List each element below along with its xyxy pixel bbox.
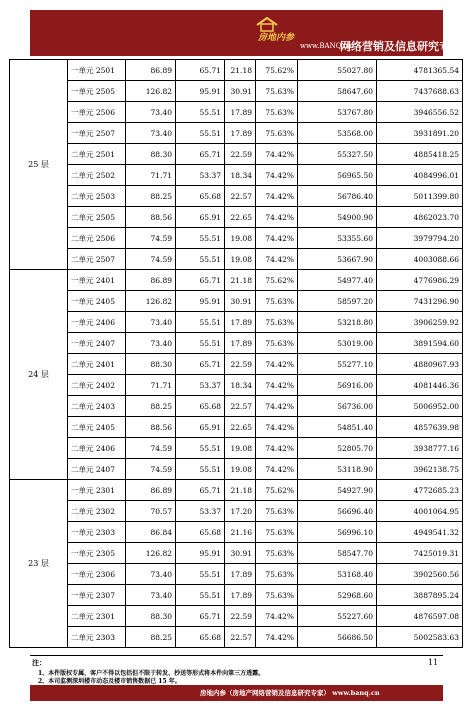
area-cell: 73.40 bbox=[126, 312, 176, 333]
area-cell: 74.59 bbox=[126, 249, 176, 270]
area-cell: 86.89 bbox=[126, 270, 176, 291]
inner-area-cell: 55.51 bbox=[176, 564, 225, 585]
table-row bbox=[10, 186, 463, 207]
unit-price-cell: 55277.10 bbox=[298, 354, 377, 375]
inner-area-cell: 53.37 bbox=[176, 375, 225, 396]
shared-area-cell: 19.08 bbox=[225, 438, 256, 459]
area-cell: 88.56 bbox=[126, 417, 176, 438]
total-price-cell: 3891594.60 bbox=[377, 333, 463, 354]
inner-area-cell: 65.68 bbox=[176, 396, 225, 417]
table-row bbox=[10, 585, 463, 606]
ratio-cell: 74.42% bbox=[256, 249, 298, 270]
area-cell: 86.89 bbox=[126, 480, 176, 501]
area-cell: 73.40 bbox=[126, 102, 176, 123]
area-cell: 88.30 bbox=[126, 606, 176, 627]
unit-cell: 二单元 2506 bbox=[68, 228, 126, 249]
total-price-cell: 4776986.29 bbox=[377, 270, 463, 291]
ratio-cell: 74.42% bbox=[256, 438, 298, 459]
area-cell: 126.82 bbox=[126, 81, 176, 102]
inner-area-cell: 95.91 bbox=[176, 543, 225, 564]
total-price-cell: 7425019.31 bbox=[377, 543, 463, 564]
inner-area-cell: 65.91 bbox=[176, 207, 225, 228]
inner-area-cell: 55.51 bbox=[176, 102, 225, 123]
table-row bbox=[10, 312, 463, 333]
unit-cell: 二单元 2502 bbox=[68, 165, 126, 186]
unit-cell: 一单元 2507 bbox=[68, 123, 126, 144]
total-price-cell: 7437688.63 bbox=[377, 81, 463, 102]
area-cell: 88.25 bbox=[126, 396, 176, 417]
logo-url: www.BANQ.cn bbox=[300, 42, 352, 50]
unit-cell: 一单元 2305 bbox=[68, 543, 126, 564]
unit-price-cell: 53568.00 bbox=[298, 123, 377, 144]
table-row bbox=[10, 144, 463, 165]
shared-area-cell: 22.59 bbox=[225, 354, 256, 375]
ratio-cell: 74.42% bbox=[256, 396, 298, 417]
shared-area-cell: 22.57 bbox=[225, 186, 256, 207]
ratio-cell: 75.63% bbox=[256, 312, 298, 333]
area-cell: 88.25 bbox=[126, 627, 176, 648]
total-price-cell: 4880967.93 bbox=[377, 354, 463, 375]
area-cell: 74.59 bbox=[126, 438, 176, 459]
unit-price-cell: 52805.70 bbox=[298, 438, 377, 459]
shared-area-cell: 21.18 bbox=[225, 270, 256, 291]
unit-price-cell: 56786.40 bbox=[298, 186, 377, 207]
unit-price-cell: 54927.90 bbox=[298, 480, 377, 501]
unit-price-cell: 55227.60 bbox=[298, 606, 377, 627]
area-cell: 73.40 bbox=[126, 333, 176, 354]
unit-price-cell: 53667.90 bbox=[298, 249, 377, 270]
shared-area-cell: 22.59 bbox=[225, 144, 256, 165]
unit-cell: 二单元 2403 bbox=[68, 396, 126, 417]
unit-cell: 二单元 2501 bbox=[68, 144, 126, 165]
table-row bbox=[10, 354, 463, 375]
table-row bbox=[10, 606, 463, 627]
shared-area-cell: 17.89 bbox=[225, 123, 256, 144]
unit-cell: 一单元 2303 bbox=[68, 522, 126, 543]
table-row bbox=[10, 333, 463, 354]
shared-area-cell: 19.08 bbox=[225, 249, 256, 270]
unit-cell: 二单元 2302 bbox=[68, 501, 126, 522]
unit-price-cell: 53168.40 bbox=[298, 564, 377, 585]
area-cell: 73.40 bbox=[126, 123, 176, 144]
ratio-cell: 75.63% bbox=[256, 81, 298, 102]
area-cell: 70.57 bbox=[126, 501, 176, 522]
logo-text: 房地内参 bbox=[258, 33, 295, 43]
unit-cell: 一单元 2307 bbox=[68, 585, 126, 606]
total-price-cell: 4001064.95 bbox=[377, 501, 463, 522]
shared-area-cell: 21.18 bbox=[225, 480, 256, 501]
shared-area-cell: 17.20 bbox=[225, 501, 256, 522]
unit-cell: 二单元 2505 bbox=[68, 207, 126, 228]
shared-area-cell: 17.89 bbox=[225, 312, 256, 333]
shared-area-cell: 17.89 bbox=[225, 102, 256, 123]
area-cell: 74.59 bbox=[126, 228, 176, 249]
table-row bbox=[10, 501, 463, 522]
unit-price-cell: 53218.80 bbox=[298, 312, 377, 333]
page-number: 11 bbox=[428, 658, 439, 667]
inner-area-cell: 55.51 bbox=[176, 228, 225, 249]
table-row bbox=[10, 228, 463, 249]
unit-cell: 一单元 2407 bbox=[68, 333, 126, 354]
shared-area-cell: 22.57 bbox=[225, 396, 256, 417]
table-row bbox=[10, 543, 463, 564]
unit-cell: 一单元 2406 bbox=[68, 312, 126, 333]
unit-price-cell: 53355.60 bbox=[298, 228, 377, 249]
ratio-cell: 74.42% bbox=[256, 459, 298, 480]
total-price-cell: 4876597.08 bbox=[377, 606, 463, 627]
unit-price-cell: 58647.60 bbox=[298, 81, 377, 102]
shared-area-cell: 18.34 bbox=[225, 375, 256, 396]
shared-area-cell: 19.08 bbox=[225, 459, 256, 480]
unit-cell: 二单元 2303 bbox=[68, 627, 126, 648]
ratio-cell: 74.42% bbox=[256, 228, 298, 249]
total-price-cell: 4781365.54 bbox=[377, 60, 463, 81]
ratio-cell: 75.62% bbox=[256, 60, 298, 81]
total-price-cell: 3979794.20 bbox=[377, 228, 463, 249]
ratio-cell: 74.42% bbox=[256, 144, 298, 165]
shared-area-cell: 22.57 bbox=[225, 627, 256, 648]
table-row bbox=[10, 375, 463, 396]
shared-area-cell: 21.16 bbox=[225, 522, 256, 543]
area-cell: 71.71 bbox=[126, 375, 176, 396]
note-line-1: 1、本件版权专属，客户不得以包括但不限于转发、抄送等形式将本件向第三方透露。 bbox=[38, 670, 265, 677]
unit-price-cell: 55327.50 bbox=[298, 144, 377, 165]
shared-area-cell: 17.89 bbox=[225, 585, 256, 606]
unit-price-cell: 58597.20 bbox=[298, 291, 377, 312]
unit-cell: 二单元 2401 bbox=[68, 354, 126, 375]
ratio-cell: 75.63% bbox=[256, 501, 298, 522]
area-cell: 74.59 bbox=[126, 459, 176, 480]
table-row bbox=[10, 60, 463, 81]
note-line-2: 2、本司监测深圳楼市动态及楼市销售数据已 15 年。 bbox=[38, 678, 181, 685]
shared-area-cell: 18.34 bbox=[225, 165, 256, 186]
ratio-cell: 74.42% bbox=[256, 417, 298, 438]
unit-cell: 一单元 2306 bbox=[68, 564, 126, 585]
table-row bbox=[10, 417, 463, 438]
inner-area-cell: 95.91 bbox=[176, 291, 225, 312]
shared-area-cell: 22.65 bbox=[225, 417, 256, 438]
shared-area-cell: 22.59 bbox=[225, 606, 256, 627]
total-price-cell: 3902560.56 bbox=[377, 564, 463, 585]
area-cell: 86.89 bbox=[126, 60, 176, 81]
inner-area-cell: 55.51 bbox=[176, 438, 225, 459]
ratio-cell: 75.63% bbox=[256, 564, 298, 585]
inner-area-cell: 65.91 bbox=[176, 417, 225, 438]
unit-price-cell: 56736.00 bbox=[298, 396, 377, 417]
table-row bbox=[10, 165, 463, 186]
area-cell: 71.71 bbox=[126, 165, 176, 186]
total-price-cell: 4084996.01 bbox=[377, 165, 463, 186]
footer-divider bbox=[30, 655, 443, 656]
floor-cell: 23 层 bbox=[10, 480, 68, 648]
table-row bbox=[10, 396, 463, 417]
total-price-cell: 4003088.66 bbox=[377, 249, 463, 270]
ratio-cell: 74.42% bbox=[256, 165, 298, 186]
total-price-cell: 3946556.52 bbox=[377, 102, 463, 123]
table-row bbox=[10, 627, 463, 648]
unit-cell: 一单元 2506 bbox=[68, 102, 126, 123]
ratio-cell: 74.42% bbox=[256, 606, 298, 627]
inner-area-cell: 65.71 bbox=[176, 270, 225, 291]
area-cell: 88.25 bbox=[126, 186, 176, 207]
unit-cell: 二单元 2405 bbox=[68, 417, 126, 438]
inner-area-cell: 65.68 bbox=[176, 186, 225, 207]
area-cell: 86.84 bbox=[126, 522, 176, 543]
shared-area-cell: 30.91 bbox=[225, 81, 256, 102]
total-price-cell: 3931891.20 bbox=[377, 123, 463, 144]
total-price-cell: 4885418.25 bbox=[377, 144, 463, 165]
unit-price-cell: 53019.00 bbox=[298, 333, 377, 354]
area-cell: 126.82 bbox=[126, 543, 176, 564]
floor-cell: 24 层 bbox=[10, 270, 68, 480]
unit-price-cell: 56686.50 bbox=[298, 627, 377, 648]
unit-price-cell: 55027.80 bbox=[298, 60, 377, 81]
table-row bbox=[10, 207, 463, 228]
unit-price-cell: 53118.90 bbox=[298, 459, 377, 480]
shared-area-cell: 21.18 bbox=[225, 60, 256, 81]
total-price-cell: 4857639.98 bbox=[377, 417, 463, 438]
inner-area-cell: 53.37 bbox=[176, 501, 225, 522]
unit-cell: 二单元 2407 bbox=[68, 459, 126, 480]
inner-area-cell: 55.51 bbox=[176, 312, 225, 333]
unit-cell: 一单元 2301 bbox=[68, 480, 126, 501]
ratio-cell: 74.42% bbox=[256, 207, 298, 228]
shared-area-cell: 22.65 bbox=[225, 207, 256, 228]
table-row bbox=[10, 123, 463, 144]
unit-cell: 二单元 2406 bbox=[68, 438, 126, 459]
unit-price-cell: 58547.70 bbox=[298, 543, 377, 564]
ratio-cell: 75.63% bbox=[256, 102, 298, 123]
area-cell: 126.82 bbox=[126, 291, 176, 312]
total-price-cell: 7431296.90 bbox=[377, 291, 463, 312]
unit-price-cell: 56965.50 bbox=[298, 165, 377, 186]
area-cell: 73.40 bbox=[126, 564, 176, 585]
inner-area-cell: 55.51 bbox=[176, 123, 225, 144]
total-price-cell: 3938777.16 bbox=[377, 438, 463, 459]
unit-cell: 二单元 2402 bbox=[68, 375, 126, 396]
ratio-cell: 74.42% bbox=[256, 354, 298, 375]
ratio-cell: 75.63% bbox=[256, 333, 298, 354]
shared-area-cell: 19.08 bbox=[225, 228, 256, 249]
unit-price-cell: 54900.90 bbox=[298, 207, 377, 228]
shared-area-cell: 30.91 bbox=[225, 291, 256, 312]
ratio-cell: 74.42% bbox=[256, 186, 298, 207]
table-row bbox=[10, 102, 463, 123]
inner-area-cell: 65.68 bbox=[176, 522, 225, 543]
table-row bbox=[10, 270, 463, 291]
area-cell: 88.30 bbox=[126, 354, 176, 375]
total-price-cell: 4862023.70 bbox=[377, 207, 463, 228]
ratio-cell: 74.42% bbox=[256, 375, 298, 396]
inner-area-cell: 55.51 bbox=[176, 249, 225, 270]
inner-area-cell: 95.91 bbox=[176, 81, 225, 102]
ratio-cell: 75.63% bbox=[256, 123, 298, 144]
ratio-cell: 75.62% bbox=[256, 270, 298, 291]
unit-cell: 二单元 2507 bbox=[68, 249, 126, 270]
inner-area-cell: 55.51 bbox=[176, 585, 225, 606]
total-price-cell: 4772685.23 bbox=[377, 480, 463, 501]
total-price-cell: 4081446.36 bbox=[377, 375, 463, 396]
unit-cell: 一单元 2405 bbox=[68, 291, 126, 312]
unit-price-cell: 52968.60 bbox=[298, 585, 377, 606]
table-row bbox=[10, 459, 463, 480]
inner-area-cell: 65.71 bbox=[176, 480, 225, 501]
table-row bbox=[10, 291, 463, 312]
ratio-cell: 75.63% bbox=[256, 291, 298, 312]
shared-area-cell: 30.91 bbox=[225, 543, 256, 564]
total-price-cell: 3887895.24 bbox=[377, 585, 463, 606]
total-price-cell: 3962138.75 bbox=[377, 459, 463, 480]
table-row bbox=[10, 480, 463, 501]
unit-cell: 一单元 2501 bbox=[68, 60, 126, 81]
table-row bbox=[10, 522, 463, 543]
inner-area-cell: 65.71 bbox=[176, 60, 225, 81]
unit-price-cell: 56696.40 bbox=[298, 501, 377, 522]
table-row bbox=[10, 249, 463, 270]
area-cell: 88.30 bbox=[126, 144, 176, 165]
unit-price-cell: 53767.80 bbox=[298, 102, 377, 123]
area-cell: 73.40 bbox=[126, 585, 176, 606]
unit-cell: 一单元 2401 bbox=[68, 270, 126, 291]
ratio-cell: 75.63% bbox=[256, 585, 298, 606]
total-price-cell: 3906259.92 bbox=[377, 312, 463, 333]
shared-area-cell: 17.89 bbox=[225, 333, 256, 354]
header-title: 网络营销及信息研究专家 bbox=[340, 40, 461, 53]
ratio-cell: 75.62% bbox=[256, 480, 298, 501]
inner-area-cell: 65.68 bbox=[176, 627, 225, 648]
ratio-cell: 74.42% bbox=[256, 627, 298, 648]
unit-cell: 二单元 2301 bbox=[68, 606, 126, 627]
total-price-cell: 5011399.80 bbox=[377, 186, 463, 207]
unit-price-cell: 54977.40 bbox=[298, 270, 377, 291]
floor-cell: 25 层 bbox=[10, 60, 68, 270]
total-price-cell: 4949541.32 bbox=[377, 522, 463, 543]
table-row bbox=[10, 81, 463, 102]
shared-area-cell: 17.89 bbox=[225, 564, 256, 585]
table-row bbox=[10, 564, 463, 585]
price-table bbox=[9, 59, 463, 648]
inner-area-cell: 65.71 bbox=[176, 354, 225, 375]
unit-price-cell: 56916.00 bbox=[298, 375, 377, 396]
unit-price-cell: 54851.40 bbox=[298, 417, 377, 438]
total-price-cell: 5002583.63 bbox=[377, 627, 463, 648]
inner-area-cell: 55.51 bbox=[176, 459, 225, 480]
footer-brand-text: 房地内参（房地产网络营销及信息研究专家） www.banq.cn bbox=[200, 689, 380, 697]
unit-cell: 一单元 2505 bbox=[68, 81, 126, 102]
ratio-cell: 75.63% bbox=[256, 543, 298, 564]
unit-cell: 二单元 2503 bbox=[68, 186, 126, 207]
inner-area-cell: 65.71 bbox=[176, 144, 225, 165]
note-label: 注： bbox=[32, 658, 46, 667]
area-cell: 88.56 bbox=[126, 207, 176, 228]
inner-area-cell: 53.37 bbox=[176, 165, 225, 186]
inner-area-cell: 65.71 bbox=[176, 606, 225, 627]
ratio-cell: 75.63% bbox=[256, 522, 298, 543]
inner-area-cell: 55.51 bbox=[176, 333, 225, 354]
unit-price-cell: 56996.10 bbox=[298, 522, 377, 543]
total-price-cell: 5006952.00 bbox=[377, 396, 463, 417]
table-row bbox=[10, 438, 463, 459]
